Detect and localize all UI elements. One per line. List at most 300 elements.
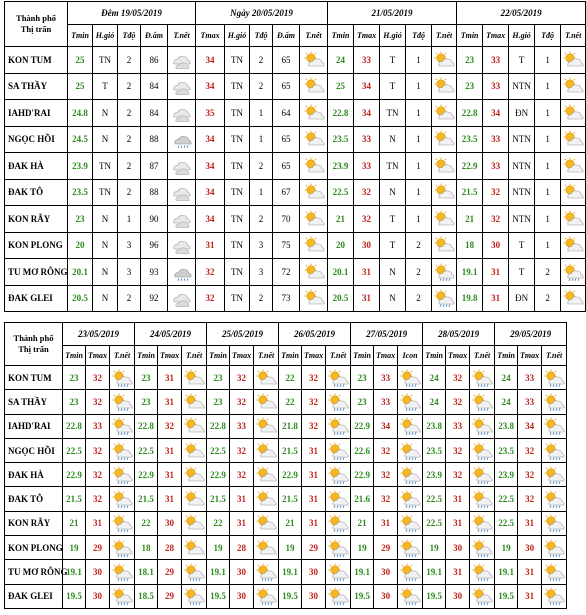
sun-rain-icon (182, 584, 207, 608)
value-cell: 1 (406, 206, 432, 233)
cloudy-night-icon (168, 206, 196, 233)
sun-rain-icon (542, 414, 567, 438)
place-name: IAHD'RAI (5, 100, 68, 127)
value-cell: 1 (535, 179, 561, 206)
tmax-cell: 30 (230, 584, 254, 608)
value-cell: 84 (141, 73, 168, 100)
value-cell: 32 (196, 259, 225, 286)
partly-cloudy-icon (300, 73, 328, 100)
table-row (5, 126, 586, 153)
value-cell: 34 (354, 100, 380, 127)
sun-rain-icon (326, 438, 351, 462)
tmin-cell: 22.9 (351, 414, 374, 438)
value-cell: 32 (354, 179, 380, 206)
date-group-header: 25/05/2019 (207, 323, 279, 346)
date-group-header: 28/05/2019 (423, 323, 495, 346)
partly-cloudy-icon (300, 47, 328, 74)
tmax-cell: 30 (374, 560, 398, 584)
sun-rain-icon (542, 463, 567, 487)
value-cell: NTN (509, 179, 535, 206)
tmin-cell: 21.6 (351, 487, 374, 511)
tmax-cell: 31 (518, 511, 542, 535)
value-cell: 2 (250, 285, 273, 312)
value-cell: 30 (483, 232, 509, 259)
column-header: Tmax (196, 25, 225, 47)
tmax-cell: 34 (518, 414, 542, 438)
value-cell: 31 (354, 285, 380, 312)
tmax-cell: 28 (158, 536, 182, 560)
date-group-header: 27/05/2019 (351, 323, 423, 346)
table-row (5, 285, 586, 312)
sun-cloud-icon (432, 73, 457, 100)
sun-cloud-icon (432, 206, 457, 233)
sun-cloud-icon (432, 100, 457, 127)
sun-rain-icon (398, 560, 423, 584)
place-name: ĐAK GLEI (5, 584, 63, 608)
sun-rain-icon (542, 366, 567, 390)
tmax-cell: 32 (446, 438, 470, 462)
table-row (5, 511, 567, 535)
tmax-cell: 32 (230, 463, 254, 487)
tmin-cell: 22.9 (207, 463, 230, 487)
sun-cloud-icon (254, 366, 279, 390)
value-cell: 34 (196, 206, 225, 233)
tmin-cell: 23.8 (495, 414, 518, 438)
value-cell: TN (225, 100, 250, 127)
sun-rain-icon (110, 390, 135, 414)
value-cell: T (509, 259, 535, 286)
tmin-cell: 22.5 (207, 438, 230, 462)
tmax-cell: 30 (446, 584, 470, 608)
column-header: H.gió (380, 25, 406, 47)
tmin-cell: 23 (207, 390, 230, 414)
value-cell: 33 (483, 153, 509, 180)
sun-rain-icon (110, 438, 135, 462)
date-group-header: 22/05/2019 (457, 2, 586, 25)
tmin-cell: 23.9 (423, 463, 446, 487)
tmin-cell: 19.1 (495, 560, 518, 584)
value-cell: 1 (535, 73, 561, 100)
tmax-cell: 33 (374, 390, 398, 414)
value-cell: 65 (273, 47, 300, 74)
sun-rain-icon (542, 511, 567, 535)
sun-rain-icon (542, 584, 567, 608)
value-cell: T (509, 47, 535, 74)
tmin-cell: 24 (423, 390, 446, 414)
sun-rain-icon (326, 560, 351, 584)
value-cell: 67 (273, 179, 300, 206)
tmin-cell: 19.1 (63, 560, 86, 584)
value-cell: TN (380, 100, 406, 127)
column-header: Đ.ẩm (273, 25, 300, 47)
partly-cloudy-icon (300, 100, 328, 127)
sun-rain-icon (470, 584, 495, 608)
place-name: IAHD'RAI (5, 414, 63, 438)
value-cell: 34 (196, 47, 225, 74)
sun-rain-icon (326, 536, 351, 560)
value-cell: 34 (196, 126, 225, 153)
sun-rain-icon (398, 536, 423, 560)
tmin-cell: 19 (279, 536, 302, 560)
value-cell: 2 (118, 47, 141, 74)
place-header: Thành phố Thị trấn (5, 2, 68, 47)
sun-rain-icon (326, 463, 351, 487)
value-cell: TN (225, 73, 250, 100)
column-header: Tmin (135, 346, 158, 366)
value-cell: 2 (535, 285, 561, 312)
tmax-cell: 30 (230, 560, 254, 584)
tmin-cell: 23.5 (495, 438, 518, 462)
value-cell: N (93, 126, 118, 153)
sun-cloud-icon (182, 366, 207, 390)
place-name: NGỌC HỒI (5, 126, 68, 153)
value-cell: 21 (457, 206, 483, 233)
tmin-cell: 21 (63, 511, 86, 535)
forecast-table-top (4, 1, 586, 312)
table-row (5, 232, 586, 259)
tmax-cell: 31 (230, 511, 254, 535)
cloudy-night-icon (168, 47, 196, 74)
value-cell: 22.8 (328, 100, 354, 127)
value-cell: 3 (118, 259, 141, 286)
sun-rain-icon (470, 536, 495, 560)
value-cell: 88 (141, 179, 168, 206)
sun-rain-icon (398, 390, 423, 414)
value-cell: 25 (68, 73, 93, 100)
column-header: T.nết (300, 25, 328, 47)
value-cell: 23 (457, 47, 483, 74)
tmax-cell: 33 (86, 414, 110, 438)
tmin-cell: 22.5 (495, 511, 518, 535)
sun-rain-icon (110, 511, 135, 535)
sun-cloud-icon (182, 536, 207, 560)
sun-cloud-icon (561, 206, 586, 233)
sun-cloud-icon (561, 285, 586, 312)
column-header: Tmin (68, 25, 93, 47)
column-header: Tmin (351, 346, 374, 366)
value-cell: 34 (483, 100, 509, 127)
tmax-cell: 31 (302, 438, 326, 462)
value-cell: N (93, 206, 118, 233)
column-header: Tmin (328, 25, 354, 47)
value-cell: T (380, 206, 406, 233)
tmin-cell: 23 (63, 366, 86, 390)
date-group-header: 29/05/2019 (495, 323, 567, 346)
value-cell: 90 (141, 206, 168, 233)
partly-cloudy-icon (300, 285, 328, 312)
place-name: KON PLONG (5, 232, 68, 259)
value-cell: 20.5 (68, 285, 93, 312)
sun-cloud-icon (254, 390, 279, 414)
value-cell: 72 (273, 259, 300, 286)
place-name: KON RẪY (5, 511, 63, 535)
column-header: H.gió (225, 25, 250, 47)
tmax-cell: 30 (302, 584, 326, 608)
value-cell: N (380, 259, 406, 286)
value-cell: 24 (328, 47, 354, 74)
value-cell: 18 (457, 232, 483, 259)
tmax-cell: 31 (86, 511, 110, 535)
tmin-cell: 18.5 (135, 584, 158, 608)
value-cell: T (509, 232, 535, 259)
value-cell: 22.5 (328, 179, 354, 206)
sun-rain-icon (110, 584, 135, 608)
value-cell: TN (225, 232, 250, 259)
tmin-cell: 22 (279, 366, 302, 390)
tmin-cell: 22 (207, 511, 230, 535)
value-cell: 87 (141, 153, 168, 180)
sun-rain-icon (254, 560, 279, 584)
value-cell: 32 (354, 206, 380, 233)
tmax-cell: 31 (446, 560, 470, 584)
sun-rain-icon (326, 366, 351, 390)
sun-cloud-icon (254, 438, 279, 462)
sun-rain-icon (110, 536, 135, 560)
value-cell: 33 (483, 126, 509, 153)
tmin-cell: 22.5 (495, 487, 518, 511)
partly-cloudy-icon (300, 153, 328, 180)
place-header: Thành phố Thị trấn (5, 323, 63, 366)
value-cell: 22.9 (457, 153, 483, 180)
value-cell: 22.8 (457, 100, 483, 127)
sun-rain-icon (110, 463, 135, 487)
value-cell: 1 (535, 206, 561, 233)
value-cell: 1 (406, 47, 432, 74)
sun-cloud-icon (182, 390, 207, 414)
partly-cloudy-icon (300, 206, 328, 233)
place-name: ĐAK HÀ (5, 153, 68, 180)
forecast-table-bottom (4, 322, 567, 609)
value-cell: N (93, 100, 118, 127)
sun-rain-icon (470, 390, 495, 414)
tmax-cell: 32 (86, 487, 110, 511)
place-name: ĐAK TÔ (5, 487, 63, 511)
value-cell: NTN (509, 126, 535, 153)
cloudy-night-icon (168, 179, 196, 206)
column-header: Tđộ (535, 25, 561, 47)
rain-night-icon (168, 259, 196, 286)
value-cell: 34 (196, 179, 225, 206)
value-cell: 2 (118, 126, 141, 153)
value-cell: 19.8 (457, 285, 483, 312)
value-cell: 1 (406, 153, 432, 180)
value-cell: 1 (535, 153, 561, 180)
column-header: Tmin (63, 346, 86, 366)
column-header: T.nết (561, 25, 586, 47)
table-row (5, 100, 586, 127)
column-header: Tmax (518, 346, 542, 366)
tmax-cell: 31 (230, 487, 254, 511)
place-name: KON PLONG (5, 536, 63, 560)
value-cell: TN (225, 179, 250, 206)
value-cell: N (93, 259, 118, 286)
sun-cloud-icon (432, 179, 457, 206)
column-header: Tmin (423, 346, 446, 366)
value-cell: 88 (141, 126, 168, 153)
tmin-cell: 21.5 (63, 487, 86, 511)
sun-rain-icon (398, 487, 423, 511)
sun-rain-icon (542, 560, 567, 584)
sun-cloud-icon (561, 153, 586, 180)
value-cell: 23.5 (457, 126, 483, 153)
date-group-header: 21/05/2019 (328, 2, 457, 25)
tmax-cell: 32 (302, 366, 326, 390)
tmax-cell: 32 (302, 390, 326, 414)
sun-rain-icon (182, 560, 207, 584)
column-header: Tmax (483, 25, 509, 47)
value-cell: TN (93, 179, 118, 206)
sun-rain-icon (110, 366, 135, 390)
value-cell: T (380, 47, 406, 74)
table-row (5, 560, 567, 584)
value-cell: 2 (118, 285, 141, 312)
tmax-cell: 31 (374, 511, 398, 535)
value-cell: 2 (250, 206, 273, 233)
tmin-cell: 22.5 (423, 487, 446, 511)
sun-cloud-icon (254, 463, 279, 487)
tmin-cell: 22.8 (207, 414, 230, 438)
table-row (5, 47, 586, 74)
sun-rain-icon (254, 584, 279, 608)
table-row (5, 206, 586, 233)
value-cell: 30 (354, 232, 380, 259)
sun-cloud-icon (561, 232, 586, 259)
value-cell: 31 (354, 259, 380, 286)
tmin-cell: 19 (207, 536, 230, 560)
date-group-header: 24/05/2019 (135, 323, 207, 346)
tmin-cell: 22.5 (63, 438, 86, 462)
value-cell: 23 (457, 73, 483, 100)
table-row (5, 73, 586, 100)
sun-cloud-icon (254, 414, 279, 438)
value-cell: 21.5 (457, 179, 483, 206)
tmax-cell: 29 (158, 584, 182, 608)
tmin-cell: 22.9 (351, 463, 374, 487)
tmin-cell: 22.9 (63, 463, 86, 487)
tmax-cell: 30 (446, 536, 470, 560)
sun-cloud-icon (182, 511, 207, 535)
column-header: T.nết (168, 25, 196, 47)
value-cell: 2 (250, 73, 273, 100)
value-cell: 33 (483, 73, 509, 100)
tmax-cell: 30 (302, 560, 326, 584)
value-cell: T (380, 232, 406, 259)
value-cell: 92 (141, 285, 168, 312)
tmax-cell: 31 (302, 487, 326, 511)
value-cell: T (93, 73, 118, 100)
tmax-cell: 33 (446, 414, 470, 438)
tmin-cell: 19.5 (207, 584, 230, 608)
cloudy-night-icon (168, 73, 196, 100)
sun-rain-icon (326, 511, 351, 535)
sun-rain-icon (398, 511, 423, 535)
value-cell: 2 (250, 47, 273, 74)
table-row (5, 259, 586, 286)
value-cell: 34 (196, 73, 225, 100)
tmin-cell: 21 (279, 511, 302, 535)
tmin-cell: 24 (495, 390, 518, 414)
sun-cloud-icon (432, 232, 457, 259)
tmin-cell: 19.1 (207, 560, 230, 584)
tmax-cell: 31 (518, 560, 542, 584)
value-cell: 75 (273, 232, 300, 259)
column-header: Tmin (495, 346, 518, 366)
tmax-cell: 29 (158, 560, 182, 584)
value-cell: TN (93, 47, 118, 74)
tmin-cell: 23 (351, 390, 374, 414)
value-cell: 1 (535, 100, 561, 127)
place-name: ĐAK HÀ (5, 463, 63, 487)
sun-rain-icon (398, 366, 423, 390)
tmin-cell: 21 (351, 511, 374, 535)
tmin-cell: 22.5 (135, 438, 158, 462)
tmin-cell: 19.1 (279, 560, 302, 584)
tmax-cell: 29 (302, 536, 326, 560)
tmin-cell: 19 (63, 536, 86, 560)
sun-cloud-icon (182, 487, 207, 511)
value-cell: N (380, 285, 406, 312)
value-cell: 19.1 (457, 259, 483, 286)
tmax-cell: 28 (230, 536, 254, 560)
sun-cloud-icon (561, 100, 586, 127)
table-row (5, 584, 567, 608)
tmin-cell: 23.9 (495, 463, 518, 487)
sun-rain-icon (110, 414, 135, 438)
tmin-cell: 21.5 (279, 487, 302, 511)
place-name: KON RẪY (5, 206, 68, 233)
value-cell: 33 (354, 126, 380, 153)
tmin-cell: 23.5 (423, 438, 446, 462)
value-cell: TN (225, 126, 250, 153)
value-cell: 23 (68, 206, 93, 233)
cloudy-night-icon (168, 153, 196, 180)
tmin-cell: 21.5 (279, 438, 302, 462)
value-cell: 1 (118, 206, 141, 233)
value-cell: TN (225, 206, 250, 233)
column-header: Tmin (279, 346, 302, 366)
sun-cloud-icon (432, 153, 457, 180)
value-cell: 2 (250, 153, 273, 180)
column-header: T.nết (110, 346, 135, 366)
value-cell: 20.1 (328, 259, 354, 286)
tmin-cell: 23.8 (423, 414, 446, 438)
tmax-cell: 31 (158, 390, 182, 414)
value-cell: 1 (250, 126, 273, 153)
tmax-cell: 31 (446, 487, 470, 511)
tmax-cell: 32 (374, 463, 398, 487)
tmin-cell: 19.5 (423, 584, 446, 608)
column-header: Tmax (374, 346, 398, 366)
value-cell: 1 (535, 126, 561, 153)
value-cell: 20.1 (68, 259, 93, 286)
value-cell: NTN (509, 206, 535, 233)
column-header: Tmax (86, 346, 110, 366)
tmax-cell: 31 (302, 511, 326, 535)
column-header: Tmin (207, 346, 230, 366)
tmax-cell: 33 (230, 414, 254, 438)
sun-cloud-icon (182, 463, 207, 487)
tmax-cell: 32 (446, 366, 470, 390)
sun-rain-icon (398, 414, 423, 438)
tmax-cell: 33 (518, 366, 542, 390)
value-cell: N (380, 179, 406, 206)
sun-rain-icon (398, 584, 423, 608)
place-name: ĐAK TÔ (5, 179, 68, 206)
partly-cloudy-icon (300, 179, 328, 206)
sun-cloud-icon (561, 73, 586, 100)
tmax-cell: 30 (518, 536, 542, 560)
tmin-cell: 23 (135, 390, 158, 414)
